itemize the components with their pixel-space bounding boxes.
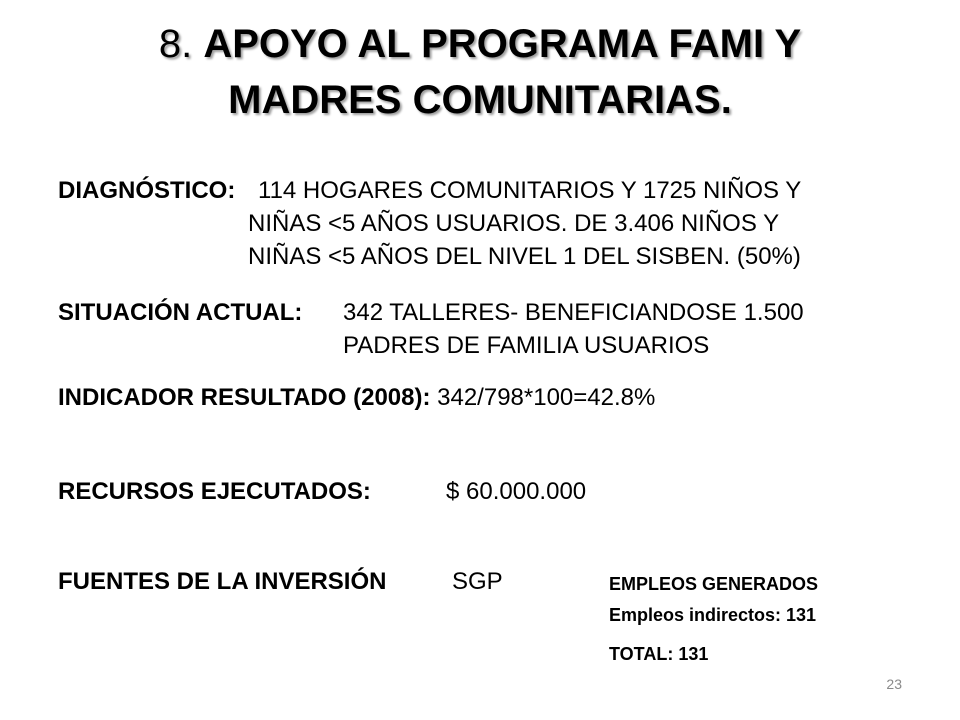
diagnostico-line-2: NIÑAS <5 AÑOS USUARIOS. DE 3.406 NIÑOS Y [248,210,780,237]
recursos-value-text: $ 60.000.000 [446,478,587,505]
title-text-line-2: MADRES COMUNITARIAS. [228,78,732,122]
empleos-total: TOTAL: 131 [609,644,709,664]
recursos-value [446,475,586,508]
diagnostico-label [58,174,235,207]
fuentes-value-text: SGP [452,568,503,595]
diagnostico-value [248,174,898,273]
fuentes-value [452,565,503,598]
diagnostico-label-text: DIAGNÓSTICO: [58,177,236,204]
fuentes-label [58,565,386,598]
situacion-label-text: SITUACIÓN ACTUAL: [58,299,303,326]
slide-title [80,16,880,128]
recursos-label-text: RECURSOS EJECUTADOS: [58,478,371,505]
title-line-1 [80,16,880,72]
indicador-value: 342/798*100=42.8% [437,384,656,411]
fuentes-label-text: FUENTES DE LA INVERSIÓN [58,568,387,595]
empleos-heading: EMPLEOS GENERADOS [609,574,819,594]
empleos-indirectos: Empleos indirectos: 131 [609,605,817,625]
page-number: 23 [886,676,902,692]
situacion-value [343,296,903,362]
recursos-label [58,475,371,508]
diagnostico-line-3: NIÑAS <5 AÑOS DEL NIVEL 1 DEL SISBEN. (50%) [248,243,801,270]
title-text-line-1: APOYO AL PROGRAMA FAMI Y [203,22,802,66]
situacion-label [58,296,302,329]
situacion-line-2: PADRES DE FAMILIA USUARIOS [343,332,710,359]
title-number: 8. [158,22,193,66]
situacion-line-1: 342 TALLERES- BENEFICIANDOSE 1.500 [343,299,804,326]
diagnostico-line-1: 114 HOGARES COMUNITARIOS Y 1725 NIÑOS Y [258,177,802,204]
indicador-label: INDICADOR RESULTADO (2008): [58,384,431,411]
indicador-row [58,381,655,414]
